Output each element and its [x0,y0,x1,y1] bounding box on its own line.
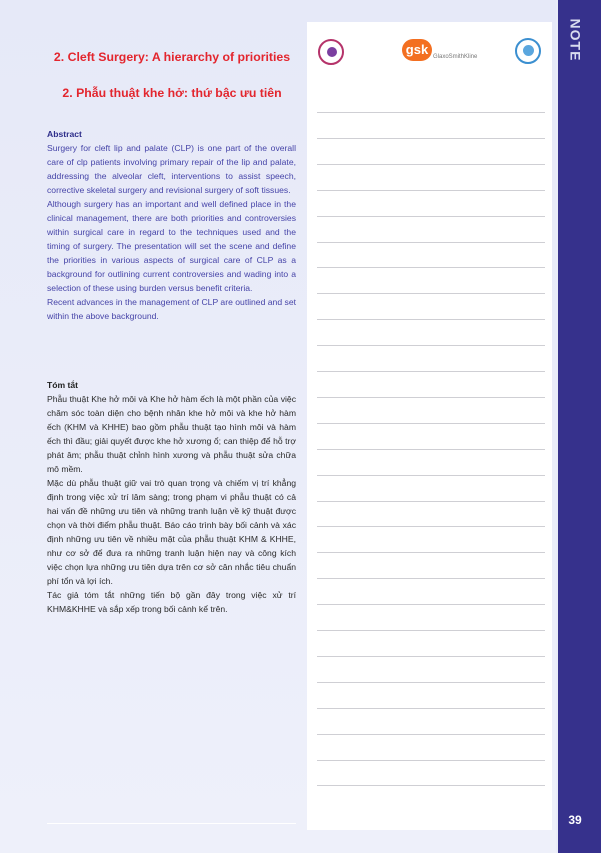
abstract-heading: Abstract [47,129,82,139]
note-line [317,475,545,476]
note-line [317,242,545,243]
note-label [566,18,588,67]
note-line [317,785,545,786]
note-line [317,216,545,217]
note-line [317,656,545,657]
note-line [317,371,545,372]
tom-tat-paragraph-1: Phẫu thuật Khe hở môi và Khe hở hàm ếch là một phần của việc chăm sóc toàn diện cho bệnh nhân khe hở môi và khe hở hàm ếch (KHM và KHHE) bao gồm phẫu thuật tạo hình môi và hàm ếch thì đầu; giải quyết được khe hở xương ổ; can thiệp để hỗ trợ phát âm; phẫu thuật chỉnh hình xương và phẫu thuật sửa chữa mô mềm. [47,394,296,474]
note-line [317,164,545,165]
note-line [317,682,545,683]
note-panel [307,22,552,830]
note-line [317,190,545,191]
tom-tat-heading: Tóm tắt [47,380,79,390]
note-line [317,397,545,398]
title-vietnamese: 2. Phẫu thuật khe hở: thứ bậc ưu tiên [62,86,282,100]
note-line [317,449,545,450]
tom-tat-body [47,392,296,616]
note-line [317,760,545,761]
note-line [317,501,545,502]
hospital-logo-icon [318,39,344,65]
sponsor-logos [307,22,552,82]
abstract-body [47,141,296,323]
abstract-paragraph-2: Although surgery has an important and well defined place in the clinical management, there are both priorities and controversies within surgical care in regard to the techniques used and the timing of surgery. The presentation will set the scene and define the priorities in various aspects of surgical care of CLP as a background for outlining current controversies and wading into a selection of these using burden versus benefit criteria. [47,199,296,293]
association-logo-icon [515,38,541,64]
note-label-text: NOTE [567,18,584,62]
note-line [317,345,545,346]
note-line [317,138,545,139]
note-line [317,578,545,579]
gsk-company-name: GlaxoSmithKline [433,54,478,60]
note-line [317,112,545,113]
title-english: 2. Cleft Surgery: A hierarchy of priorities [53,50,291,64]
bottom-divider [47,823,296,824]
note-line [317,604,545,605]
abstract-paragraph-1: Surgery for cleft lip and palate (CLP) is one part of the overall care of clp patients involving primary repair of the lip and palate, addressing the alveolar cleft, interventions to assist speech, corrective skeletal surgery and revisional surgery of soft tissues. [47,143,296,195]
note-line [317,708,545,709]
tom-tat-paragraph-3: Tác giả tóm tắt những tiến bộ gần đây trong việc xử trí KHM&KHHE và sắp xếp trong bối cảnh kể trên. [47,590,296,614]
tom-tat-paragraph-2: Mặc dù phẫu thuật giữ vai trò quan trọng và chiếm vị trí khẳng định trong việc xử trí lâm sàng; trong phạm vi phẫu thuật có cả hai vấn đề những ưu tiên và những tranh luận về kỹ thuật được chọn và thời điểm phẫu thuật. Báo cáo trình bày bối cảnh và xác định những ưu tiên về nhiều mặt của phẫu thuật KHM & KHHE, như cơ sở để đưa ra những tranh luận hiện nay và công kích việc chọn lựa những ưu tiên dựa trên cơ sở cân nhắc tiêu chuẩn phí tổn và lợi ích. [47,478,296,586]
note-line [317,630,545,631]
note-line [317,423,545,424]
note-line [317,293,545,294]
page-number: 39 [568,813,582,827]
side-bar [558,0,601,853]
gsk-logo-icon: gsk [402,39,432,61]
abstract-paragraph-3: Recent advances in the management of CLP are outlined and set within the above background. [47,297,296,321]
note-line [317,552,545,553]
note-line [317,734,545,735]
note-line [317,267,545,268]
note-line [317,319,545,320]
note-line [317,526,545,527]
